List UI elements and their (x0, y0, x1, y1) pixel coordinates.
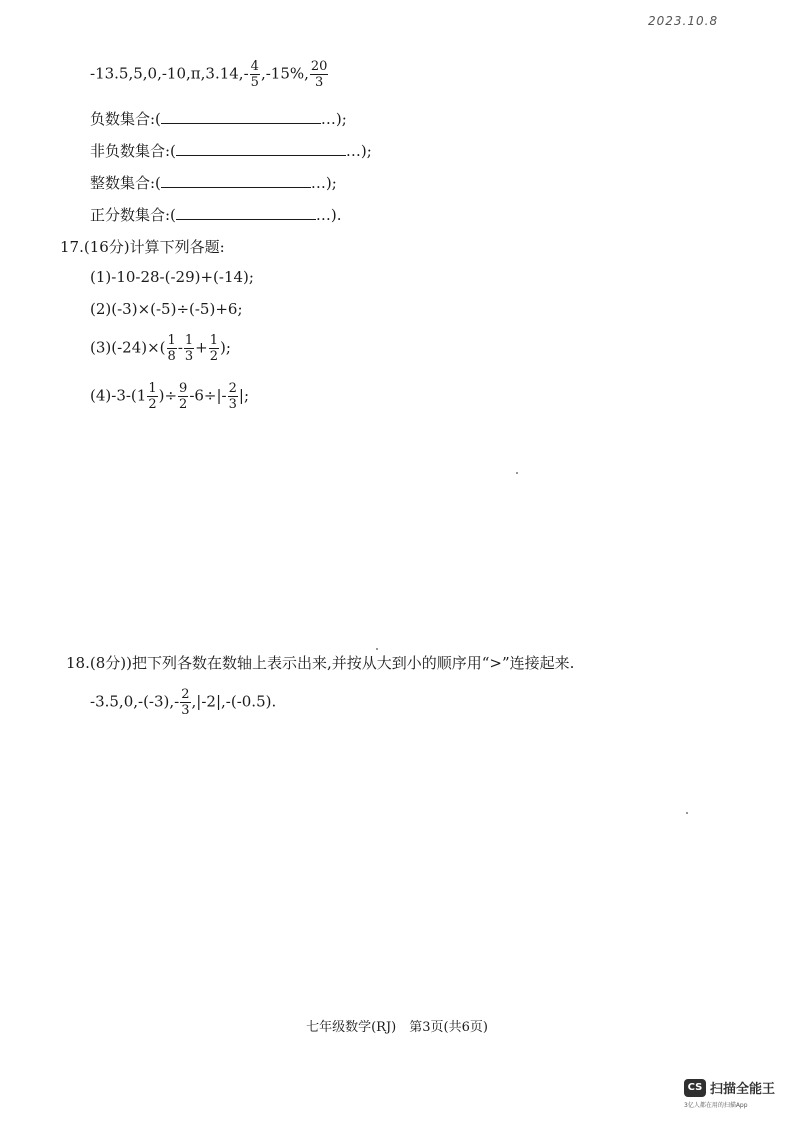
fraction: $\frac{9}{2}$ (179, 381, 188, 412)
page-footer: 七年级数学(RJ) 第3页(共6页) (306, 1020, 488, 1035)
fraction-4-5: $\frac{4}{5}$ (250, 59, 259, 90)
handwritten-date: 2023.10.8 (648, 14, 719, 28)
number-list-part2: ,-15%, (260, 64, 309, 83)
question-17-item-1: (1)-10-28-(-29)+(-14); (90, 268, 254, 286)
question-17-item-4: (4)-3-(1 $\frac{1}{2}$ )÷ $\frac{9}{2}$ -6÷|- $\frac{2}{3}$ |; (90, 381, 250, 412)
number-list (90, 60, 329, 89)
answer-blank[interactable] (176, 205, 316, 220)
camscanner-logo-icon: CS (684, 1079, 706, 1097)
scanner-watermark (684, 1078, 775, 1109)
fraction: $\frac{1}{3}$ (184, 333, 194, 364)
set-negative: 负数集合:( …); (90, 110, 347, 128)
question-18-header: 18.(8分))把下列各数在数轴上表示出来,并按从大到小的顺序用“>”连接起来. (66, 654, 575, 672)
fraction: $\frac{1}{2}$ (209, 333, 219, 364)
answer-blank[interactable] (161, 109, 321, 124)
set-positive-fraction: 正分数集合:( …). (90, 206, 342, 224)
number-list-part1: -13.5,5,0,-10,π,3.14,- (90, 64, 249, 83)
question-17-header: 17.(16分)计算下列各题: (60, 238, 225, 256)
fraction: $\frac{1}{8}$ (167, 333, 176, 364)
scan-speck (516, 472, 518, 474)
scan-speck (376, 648, 378, 650)
question-17-item-2: (2)(-3)×(-5)÷(-5)+6; (90, 300, 243, 318)
watermark-subtitle: 3亿人都在用的扫描App (684, 1102, 748, 1109)
fraction-20-3: $\frac{20}{3}$ (310, 59, 328, 90)
question-18-numbers: -3.5,0,-(-3),- $\frac{2}{3}$ ,|-2|,-(-0.5). (90, 687, 277, 718)
fraction: $\frac{2}{3}$ (228, 381, 237, 412)
scan-speck (686, 812, 688, 814)
watermark-name: 扫描全能王 (710, 1082, 776, 1097)
fraction-2-3: $\frac{2}{3}$ (181, 687, 190, 718)
question-17-item-3: (3)(-24)×( $\frac{1}{8}$ - $\frac{1}{3}$ + $\frac{1}{2}$ ); (90, 333, 231, 364)
answer-blank[interactable] (161, 173, 311, 188)
fraction: $\frac{1}{2}$ (148, 381, 157, 412)
answer-blank[interactable] (176, 141, 346, 156)
set-integer: 整数集合:( …); (90, 174, 337, 192)
set-non-negative: 非负数集合:( …); (90, 142, 372, 160)
